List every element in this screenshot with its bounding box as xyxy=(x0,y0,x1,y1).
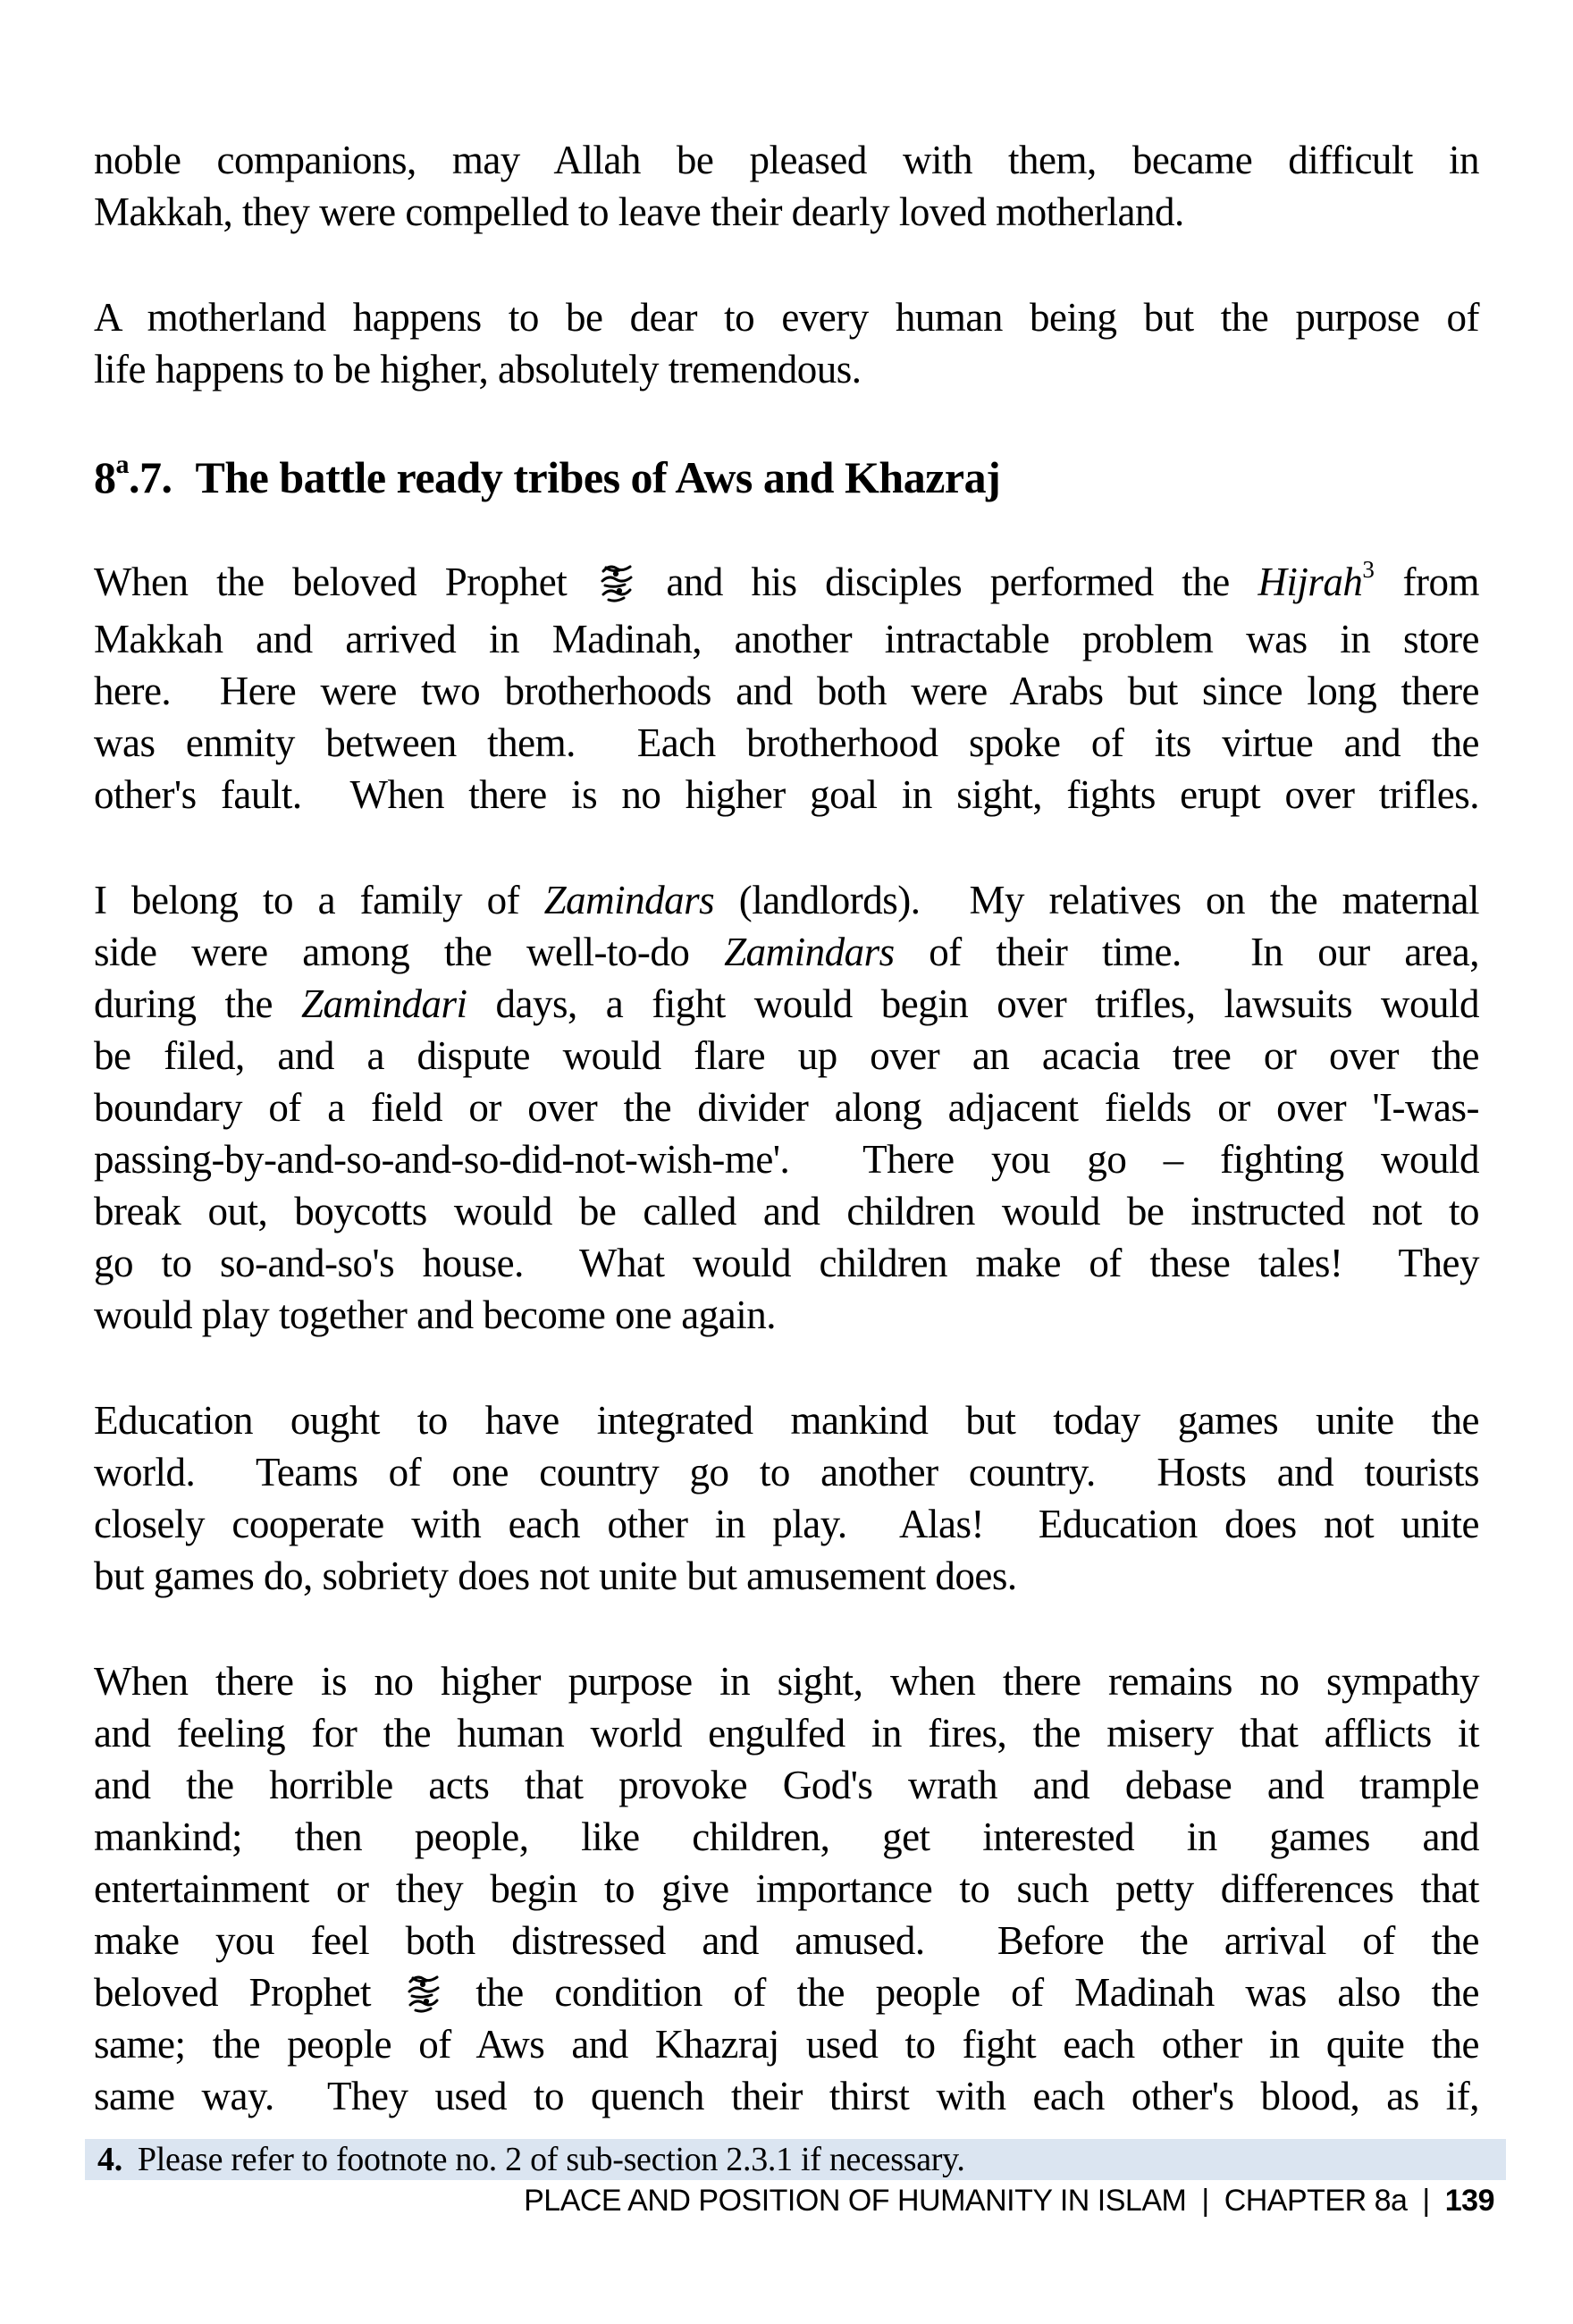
footnote-number: 4. xyxy=(97,2141,122,2178)
italic-term: Hijrah xyxy=(1258,560,1363,604)
paragraph-6 xyxy=(94,1394,1479,1602)
footnote-text: Please refer to footnote no. 2 of sub-section 2.3.1 if necessary. xyxy=(137,2141,965,2178)
text-line: and the horrible acts that provoke God's wrath and debase and trample xyxy=(94,1763,1479,1807)
text-line: When the beloved Prophet and his disciples performed the Hijrah$^3$ from xyxy=(94,556,1479,604)
text-line: during the Zamindari days, a fight would begin over trifles, lawsuits would xyxy=(94,981,1479,1026)
pbuh-calligraphy-icon xyxy=(598,561,635,604)
paragraph-4 xyxy=(94,556,1479,821)
text-line: mankind; then people, like children, get interested in games and xyxy=(94,1815,1479,1859)
italic-term: Zamindari xyxy=(301,981,467,1026)
text-line: Education ought to have integrated mankind but today games unite the xyxy=(94,1398,1479,1443)
pbuh-calligraphy-icon xyxy=(405,1972,442,2015)
text-line: A motherland happens to be dear to every human being but the purpose of xyxy=(94,295,1479,340)
text-line: same; the people of Aws and Khazraj used to fight each other in quite the xyxy=(94,2022,1479,2067)
text-line: closely cooperate with each other in play. Alas! Education does not unite xyxy=(94,1502,1479,1546)
footer-book-title: PLACE AND POSITION OF HUMANITY IN ISLAM xyxy=(524,2184,1187,2218)
text-line: When there is no higher purpose in sight, when there remains no sympathy xyxy=(94,1659,1479,1704)
footer-chapter-label: CHAPTER 8a xyxy=(1224,2184,1408,2218)
text-line: boundary of a field or over the divider along adjacent fields or over 'I-was- xyxy=(94,1085,1479,1130)
footer-separator-icon: | xyxy=(1422,2184,1430,2218)
text-line: noble companions, may Allah be pleased with them, became difficult in xyxy=(94,138,1479,182)
footnote-bar xyxy=(85,2139,1506,2180)
paragraph-2 xyxy=(94,291,1479,395)
text-line: but games do, sobriety does not unite but amusement does. xyxy=(94,1554,1017,1598)
section-number-superscript: a xyxy=(115,450,129,479)
italic-term: Zamindars xyxy=(543,878,715,922)
text-line: and feeling for the human world engulfed in fires, the misery that afflicts it xyxy=(94,1711,1479,1756)
footer-page-number: 139 xyxy=(1444,2184,1494,2218)
text-line: would play together and become one again. xyxy=(94,1293,776,1337)
text-line: be filed, and a dispute would flare up over an acacia tree or over the xyxy=(94,1033,1479,1078)
text-line: Makkah, they were compelled to leave their dearly loved motherland. xyxy=(94,189,1184,234)
text-line: I belong to a family of Zamindars (landlords). My relatives on the maternal xyxy=(94,878,1480,922)
section-title: The battle ready tribes of Aws and Khazraj xyxy=(195,452,1001,502)
page-footer xyxy=(0,2182,1494,2219)
text-line: was enmity between them. Each brotherhood spoke of its virtue and the xyxy=(94,720,1479,765)
text-line: entertainment or they begin to give importance to such petty differences that xyxy=(94,1866,1479,1911)
text-line: side were among the well-to-do Zamindars of their time. In our area, xyxy=(94,930,1479,974)
paragraph-7 xyxy=(94,1655,1479,2122)
page-content xyxy=(94,134,1479,2176)
text-line: world. Teams of one country go to another country. Hosts and tourists xyxy=(94,1450,1479,1495)
text-line: go to so-and-so's house. What would children make of these tales! They xyxy=(94,1241,1479,1285)
paragraph-1 xyxy=(94,134,1479,238)
text-line: make you feel both distressed and amused. Before the arrival of the xyxy=(94,1918,1479,1963)
text-line: other's fault. When there is no higher goal in sight, fights erupt over trifles. xyxy=(94,772,1479,817)
text-line: Makkah and arrived in Madinah, another intractable problem was in store xyxy=(94,617,1479,661)
paragraph-5 xyxy=(94,874,1479,1341)
text-line: life happens to be higher, absolutely tremendous. xyxy=(94,347,862,392)
text-line: break out, boycotts would be called and children would be instructed not to xyxy=(94,1189,1479,1234)
text-line: same way. They used to quench their thirst with each other's blood, as if, xyxy=(94,2074,1479,2118)
section-number: 8$^a$.7. xyxy=(94,450,172,502)
text-line: beloved Prophet the condition of the people of Madinah was also the xyxy=(94,1970,1479,2015)
section-heading xyxy=(94,449,1479,513)
footer-separator-icon: | xyxy=(1201,2184,1209,2218)
footnote-reference: 3 xyxy=(1362,556,1375,583)
text-line: here. Here were two brotherhoods and both were Arabs but since long there xyxy=(94,669,1479,713)
text-line: passing-by-and-so-and-so-did-not-wish-me'. There you go – fighting would xyxy=(94,1137,1479,1182)
italic-term: Zamindars xyxy=(724,930,895,974)
